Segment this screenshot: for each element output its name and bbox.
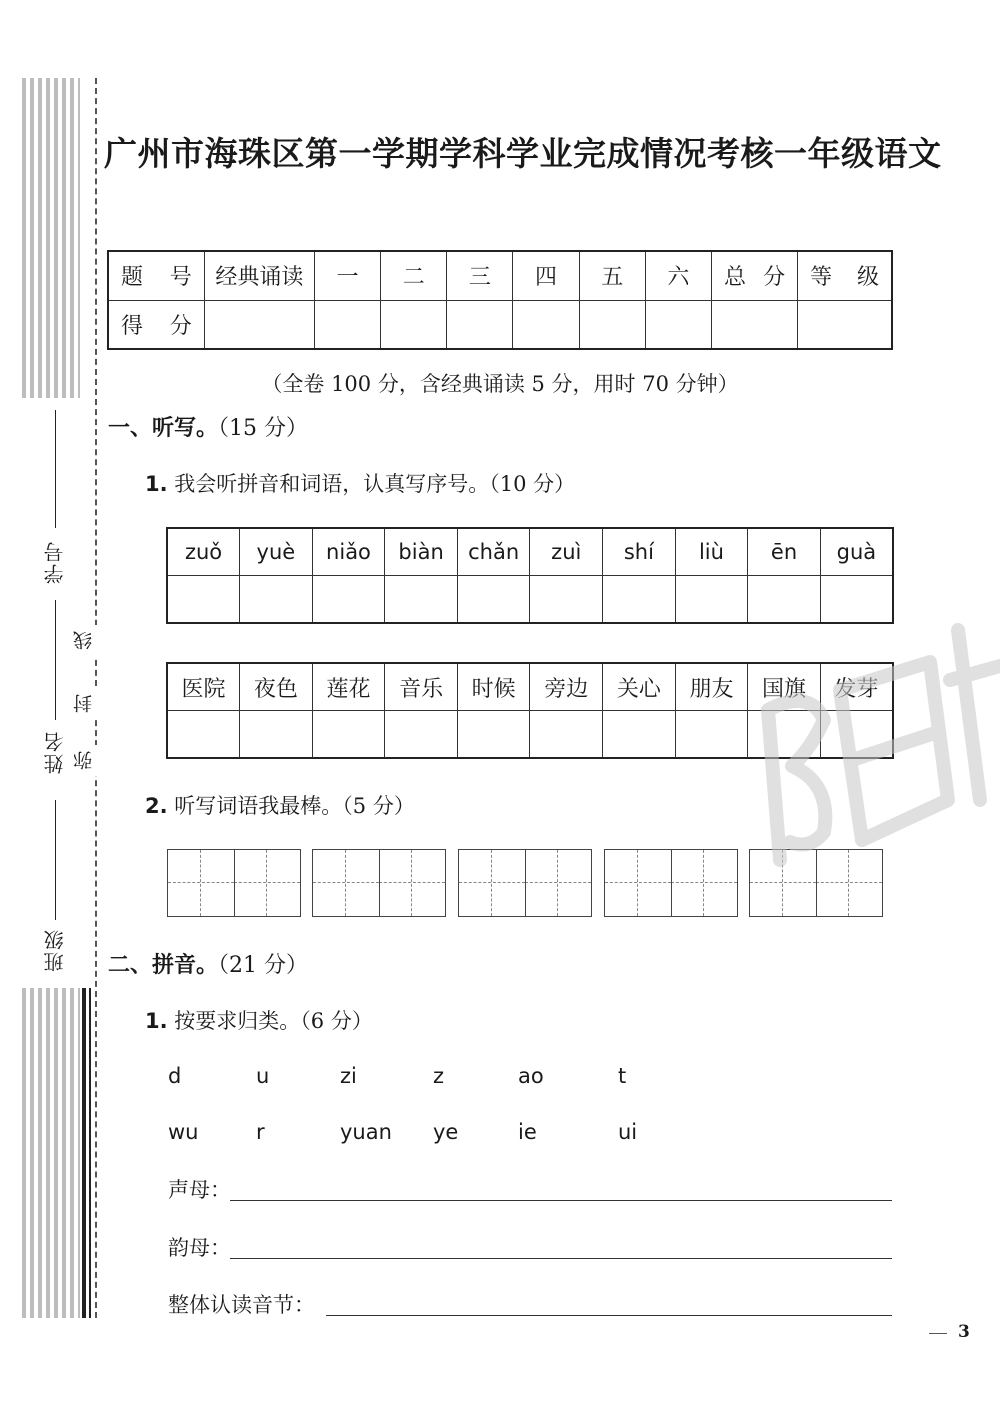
seal-char-line: 线 [70,625,97,656]
whole-syllable-answer-line[interactable] [326,1288,892,1316]
q2-number: 2. [145,794,168,818]
sort-item: r [256,1120,265,1144]
word-cell: 音乐 [385,663,458,711]
margin-thick-line [82,988,86,1318]
word-cell: 旁边 [530,663,603,711]
score-header-3: 三 [447,251,513,300]
sort-item: wu [168,1120,199,1144]
sort-item: ye [433,1120,459,1144]
pinyin-cell: zuǒ [167,528,240,576]
sort-item: ie [518,1120,537,1144]
margin-stripes-top [22,78,80,398]
answer-cell[interactable] [457,576,530,624]
score-cell[interactable] [798,300,892,349]
score-header-5: 五 [579,251,645,300]
q2-text: 听写词语我最棒。（5 分） [174,794,415,818]
student-id-line [55,410,56,528]
answer-cell[interactable] [530,576,603,624]
sort-item: ui [618,1120,638,1144]
pinyin-cell: guà [820,528,893,576]
word-cell: 夜色 [240,663,313,711]
score-header-classic: 经典诵读 [204,251,314,300]
writing-box[interactable] [167,849,301,917]
score-cell[interactable] [315,300,381,349]
score-header-total: 总分 [711,251,797,300]
score-header-6: 六 [645,251,711,300]
name-label: 姓名 [43,730,67,774]
section1-points: （15 分） [218,416,309,441]
answer-cell[interactable] [457,711,530,759]
answer-cell[interactable] [167,711,240,759]
sort-item: z [433,1064,445,1088]
pinyin-cell: ēn [748,528,821,576]
page-number-dash [929,1333,947,1334]
answer-cell[interactable] [312,576,385,624]
pinyin-cell: yuè [240,528,313,576]
answer-cell[interactable] [675,576,748,624]
score-header-2: 二 [381,251,447,300]
section2-points: （21 分） [218,953,309,978]
score-header-grade: 等级 [798,251,892,300]
word-cell: 关心 [603,663,676,711]
s2q1-text: 按要求归类。（6 分） [174,1009,373,1033]
watermark-logo [740,570,1000,870]
seal-char-seal: 封 [70,688,97,719]
section2-title: 二、拼音。 [108,952,219,978]
pinyin-cell: niǎo [312,528,385,576]
score-header-qno: 题号 [108,251,204,300]
sort-item: ao [518,1064,544,1088]
score-table [107,250,893,350]
whole-syllable-label: 整体认读音节： [168,1293,315,1317]
answer-cell[interactable] [675,711,748,759]
writing-box[interactable] [312,849,446,917]
sort-item: yuan [340,1120,392,1144]
writing-box[interactable] [604,849,738,917]
answer-cell[interactable] [167,576,240,624]
writing-box[interactable] [458,849,592,917]
score-cell[interactable] [447,300,513,349]
word-cell: 时候 [457,663,530,711]
pinyin-cell: zuì [530,528,603,576]
answer-cell[interactable] [240,711,313,759]
finals-label: 韵母： [168,1236,231,1260]
score-header-4: 四 [513,251,579,300]
section1-q2 [145,790,415,820]
answer-cell[interactable] [240,576,313,624]
section1-q1 [145,468,575,498]
q1-text: 我会听拼音和词语，认真写序号。（10 分） [174,472,576,496]
word-cell: 医院 [167,663,240,711]
margin-thin-line [89,988,91,1318]
section1-title: 一、听写。 [108,415,219,441]
score-cell[interactable] [513,300,579,349]
pinyin-cell: shí [603,528,676,576]
sort-item: zi [340,1064,357,1088]
word-cell: 发芽 [820,663,893,711]
pinyin-cell: chǎn [457,528,530,576]
pinyin-cell: liù [675,528,748,576]
section1-heading [108,411,308,442]
class-label: 班级 [43,928,67,972]
score-cell[interactable] [711,300,797,349]
q1-number: 1. [145,472,168,496]
answer-cell[interactable] [385,576,458,624]
section2-heading [108,948,308,979]
seal-char-close: 弥 [70,745,97,776]
score-cell[interactable] [204,300,314,349]
score-header-1: 一 [315,251,381,300]
score-cell[interactable] [579,300,645,349]
answer-cell[interactable] [603,576,676,624]
initials-label: 声母： [168,1178,231,1202]
word-cell: 国旗 [748,663,821,711]
page-number: 3 [958,1322,970,1342]
class-line [55,800,56,920]
sort-item: t [618,1064,627,1088]
margin-stripes-bottom [22,988,80,1318]
answer-cell[interactable] [530,711,603,759]
s2q1-number: 1. [145,1009,168,1033]
score-cell[interactable] [645,300,711,349]
pinyin-cell: biàn [385,528,458,576]
answer-cell[interactable] [312,711,385,759]
word-cell: 莲花 [312,663,385,711]
name-line [55,600,56,720]
word-cell: 朋友 [675,663,748,711]
score-cell[interactable] [381,300,447,349]
student-id-label: 学号 [43,540,67,584]
section2-q1 [145,1005,373,1035]
sort-item: d [168,1064,182,1088]
score-row-label: 得分 [108,300,204,349]
exam-note: （全卷 100 分，含经典诵读 5 分，用时 70 分钟） [261,372,739,396]
initials-answer-line[interactable] [230,1173,892,1201]
sort-item: u [256,1064,270,1088]
answer-cell[interactable] [385,711,458,759]
answer-cell[interactable] [603,711,676,759]
finals-answer-line[interactable] [230,1231,892,1259]
page-title: 广州市海珠区第一学期学科学业完成情况考核一年级语文 [104,134,942,173]
